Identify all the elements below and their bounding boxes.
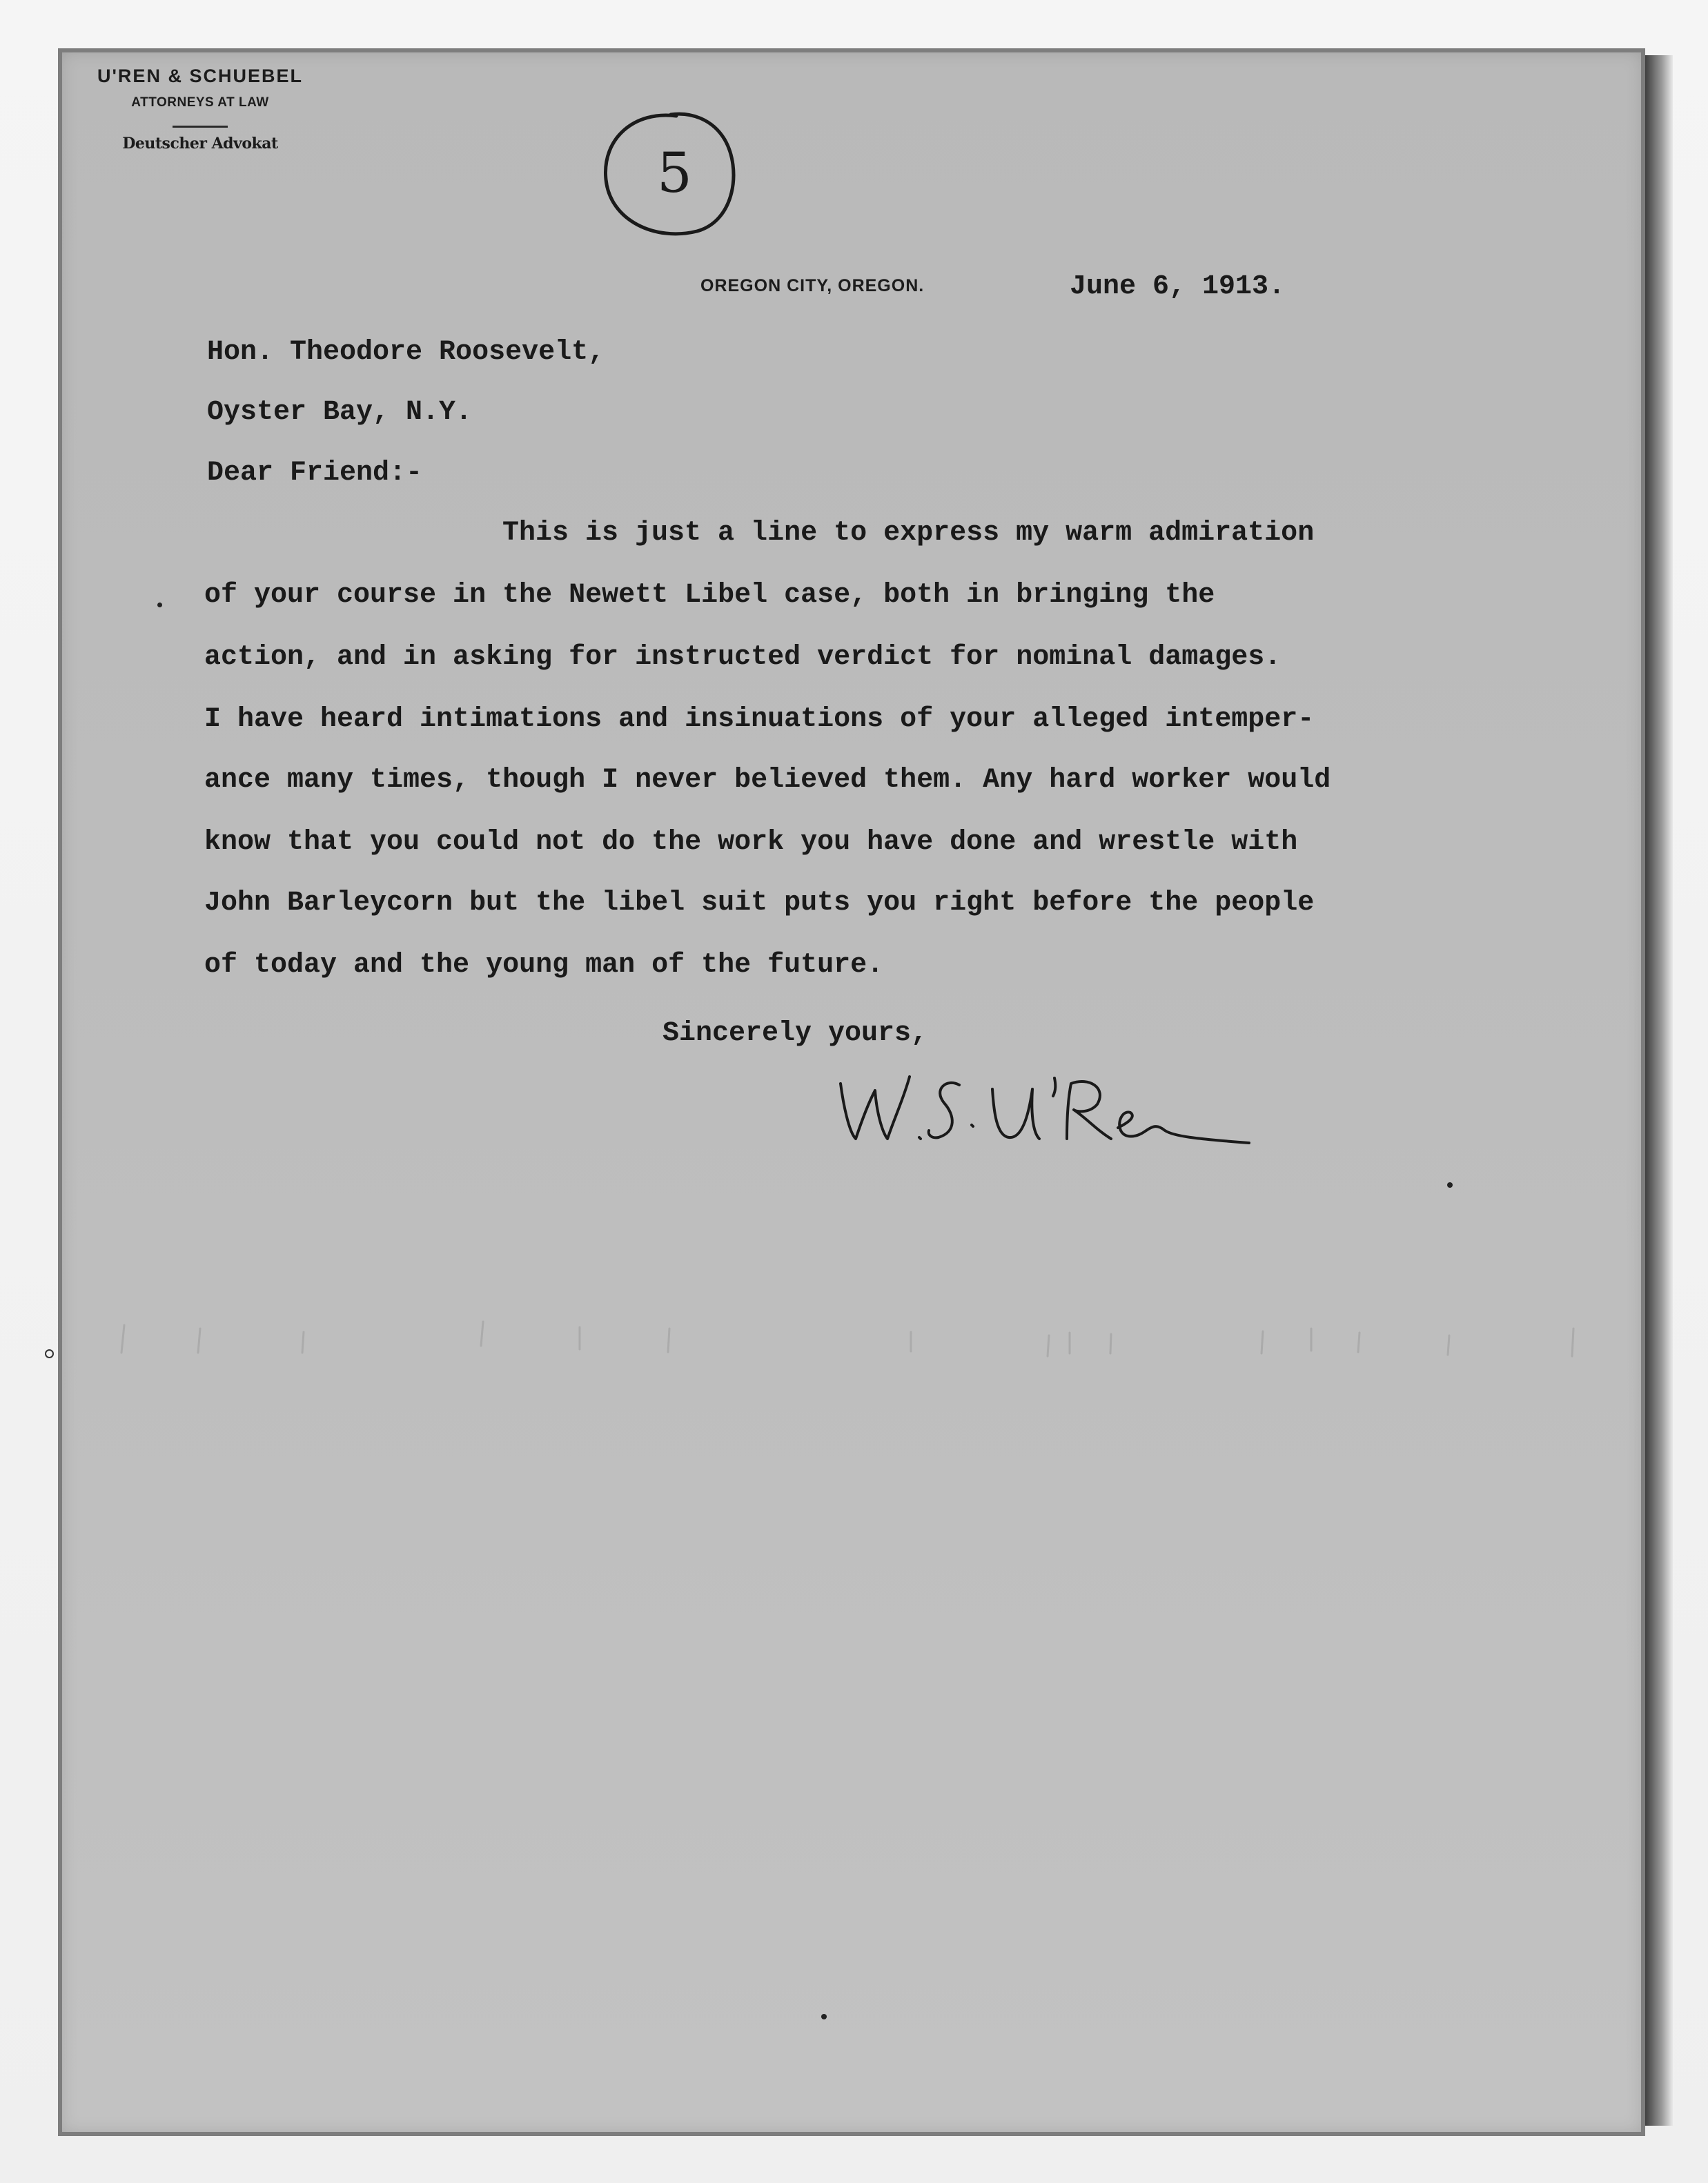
salutation: Dear Friend:-: [207, 458, 423, 489]
letterhead-divider: [173, 126, 228, 128]
scan-speck: [45, 1349, 54, 1358]
body-line: of today and the young man of the future.: [204, 950, 884, 981]
body-line: know that you could not do the work you have done and wrestle with: [204, 827, 1298, 858]
recipient-location: Oyster Bay, N.Y.: [207, 397, 473, 428]
letter-date: June 6, 1913.: [1070, 271, 1286, 302]
closing: Sincerely yours,: [662, 1018, 928, 1049]
page-number-text: 5: [657, 141, 692, 205]
recipient-name: Hon. Theodore Roosevelt,: [207, 337, 605, 368]
firm-name: U'REN & SCHUEBEL: [97, 66, 303, 86]
body-line: John Barleycorn but the libel suit puts you right before the people: [204, 888, 1315, 919]
firm-german-title: Deutscher Advokat: [122, 135, 278, 153]
body-line: This is just a line to express my warm admiration: [502, 518, 1315, 549]
sheet-edge-shadow: [1645, 55, 1673, 2126]
scan-speck: [157, 603, 162, 607]
firm-tagline: ATTORNEYS AT LAW: [131, 95, 269, 110]
body-line: action, and in asking for instructed verdict for nominal damages.: [204, 642, 1282, 673]
scan-speck: [1447, 1182, 1453, 1188]
handwritten-signature: [828, 1035, 1277, 1173]
bleed-through-marks: [97, 1308, 1615, 1370]
body-line: of your course in the Newett Libel case, both in bringing the: [204, 580, 1215, 611]
letterhead-place: OREGON CITY, OREGON.: [700, 276, 925, 295]
body-line: I have heard intimations and insinuations of your alleged intemper-: [204, 704, 1315, 735]
circled-page-number: [593, 104, 745, 248]
body-line: ance many times, though I never believed them. Any hard worker would: [204, 765, 1331, 796]
scan-speck: [821, 2014, 827, 2019]
letterhead: [90, 66, 311, 153]
